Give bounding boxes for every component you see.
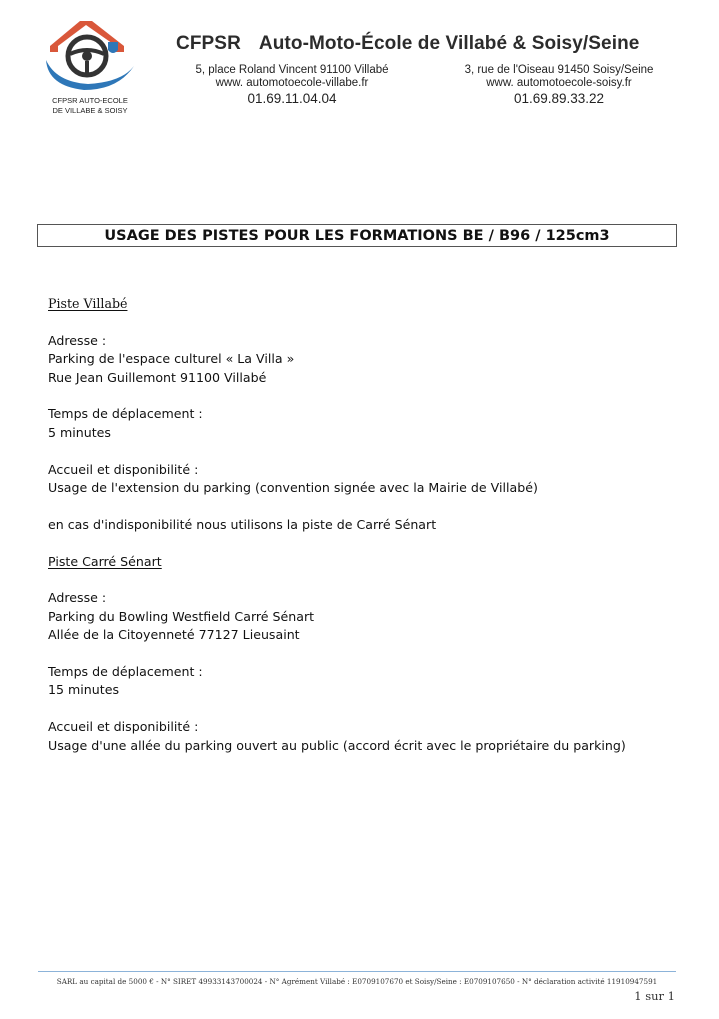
carre-adresse-label: Adresse : bbox=[48, 590, 107, 606]
soisy-phone: 01.69.89.33.22 bbox=[513, 91, 605, 106]
footer-divider bbox=[38, 971, 676, 972]
organization-name bbox=[176, 33, 639, 55]
carre-temps-label: Temps de déplacement : bbox=[48, 664, 203, 680]
section-heading-villabe: Piste Villabé bbox=[48, 296, 128, 311]
logo-caption-line2: DE VILLABE & SOISY bbox=[52, 106, 128, 115]
villabe-note: en cas d'indisponibilité nous utilisons la piste de Carré Sénart bbox=[48, 516, 437, 532]
org-short: CFPSR bbox=[176, 33, 241, 54]
villabe-adresse-label: Adresse : bbox=[48, 332, 107, 348]
carre-temps-value: 15 minutes bbox=[48, 682, 120, 698]
footer-legal: SARL au capital de 5000 € - N° SIRET 49933143700024 - N° Agrément Villabé : E0709107670 et Soisy/Seine : E0709107650 - N° déclaration activité 11910947591 bbox=[56, 977, 658, 986]
document-title: USAGE DES PISTES POUR LES FORMATIONS BE / B96 / 125cm3 bbox=[104, 228, 610, 244]
villabe-accueil-value: Usage de l'extension du parking (convention signée avec la Mairie de Villabé) bbox=[48, 480, 538, 496]
logo-caption bbox=[30, 96, 150, 116]
carre-adresse-line2: Allée de la Citoyenneté 77127 Lieusaint bbox=[48, 627, 300, 643]
carre-accueil-label: Accueil et disponibilité : bbox=[48, 719, 199, 735]
villabe-adresse-line2: Rue Jean Guillemont 91100 Villabé bbox=[48, 369, 267, 385]
villabe-adresse-line1: Parking de l'espace culturel « La Villa » bbox=[48, 351, 295, 367]
villabe-contact bbox=[180, 64, 404, 108]
villabe-website[interactable]: www. automotoecole-villabe.fr bbox=[215, 77, 369, 89]
soisy-contact bbox=[444, 64, 674, 108]
school-logo bbox=[38, 16, 148, 98]
document-body bbox=[48, 295, 688, 755]
page-number: 1 sur 1 bbox=[634, 989, 675, 1003]
title-box bbox=[37, 224, 677, 247]
section-heading-carre-senart: Piste Carré Sénart bbox=[48, 553, 162, 569]
villabe-temps-value: 5 minutes bbox=[48, 424, 111, 440]
carre-adresse-line1: Parking du Bowling Westfield Carré Sénart bbox=[48, 608, 315, 624]
villabe-temps-label: Temps de déplacement : bbox=[48, 406, 203, 422]
logo-caption-line1: CFPSR AUTO-ECOLE bbox=[52, 96, 128, 105]
carre-accueil-value: Usage d'une allée du parking ouvert au public (accord écrit avec le propriétaire du parking) bbox=[48, 737, 626, 753]
soisy-address: 3, rue de l'Oiseau 91450 Soisy/Seine bbox=[464, 64, 654, 76]
villabe-address: 5, place Roland Vincent 91100 Villabé bbox=[195, 64, 389, 76]
steering-wheel-logo-icon bbox=[38, 16, 148, 98]
villabe-phone: 01.69.11.04.04 bbox=[247, 91, 337, 106]
soisy-website[interactable]: www. automotoecole-soisy.fr bbox=[486, 77, 632, 89]
villabe-accueil-label: Accueil et disponibilité : bbox=[48, 461, 199, 477]
org-full-name: Auto-Moto-École de Villabé & Soisy/Seine bbox=[258, 33, 640, 54]
